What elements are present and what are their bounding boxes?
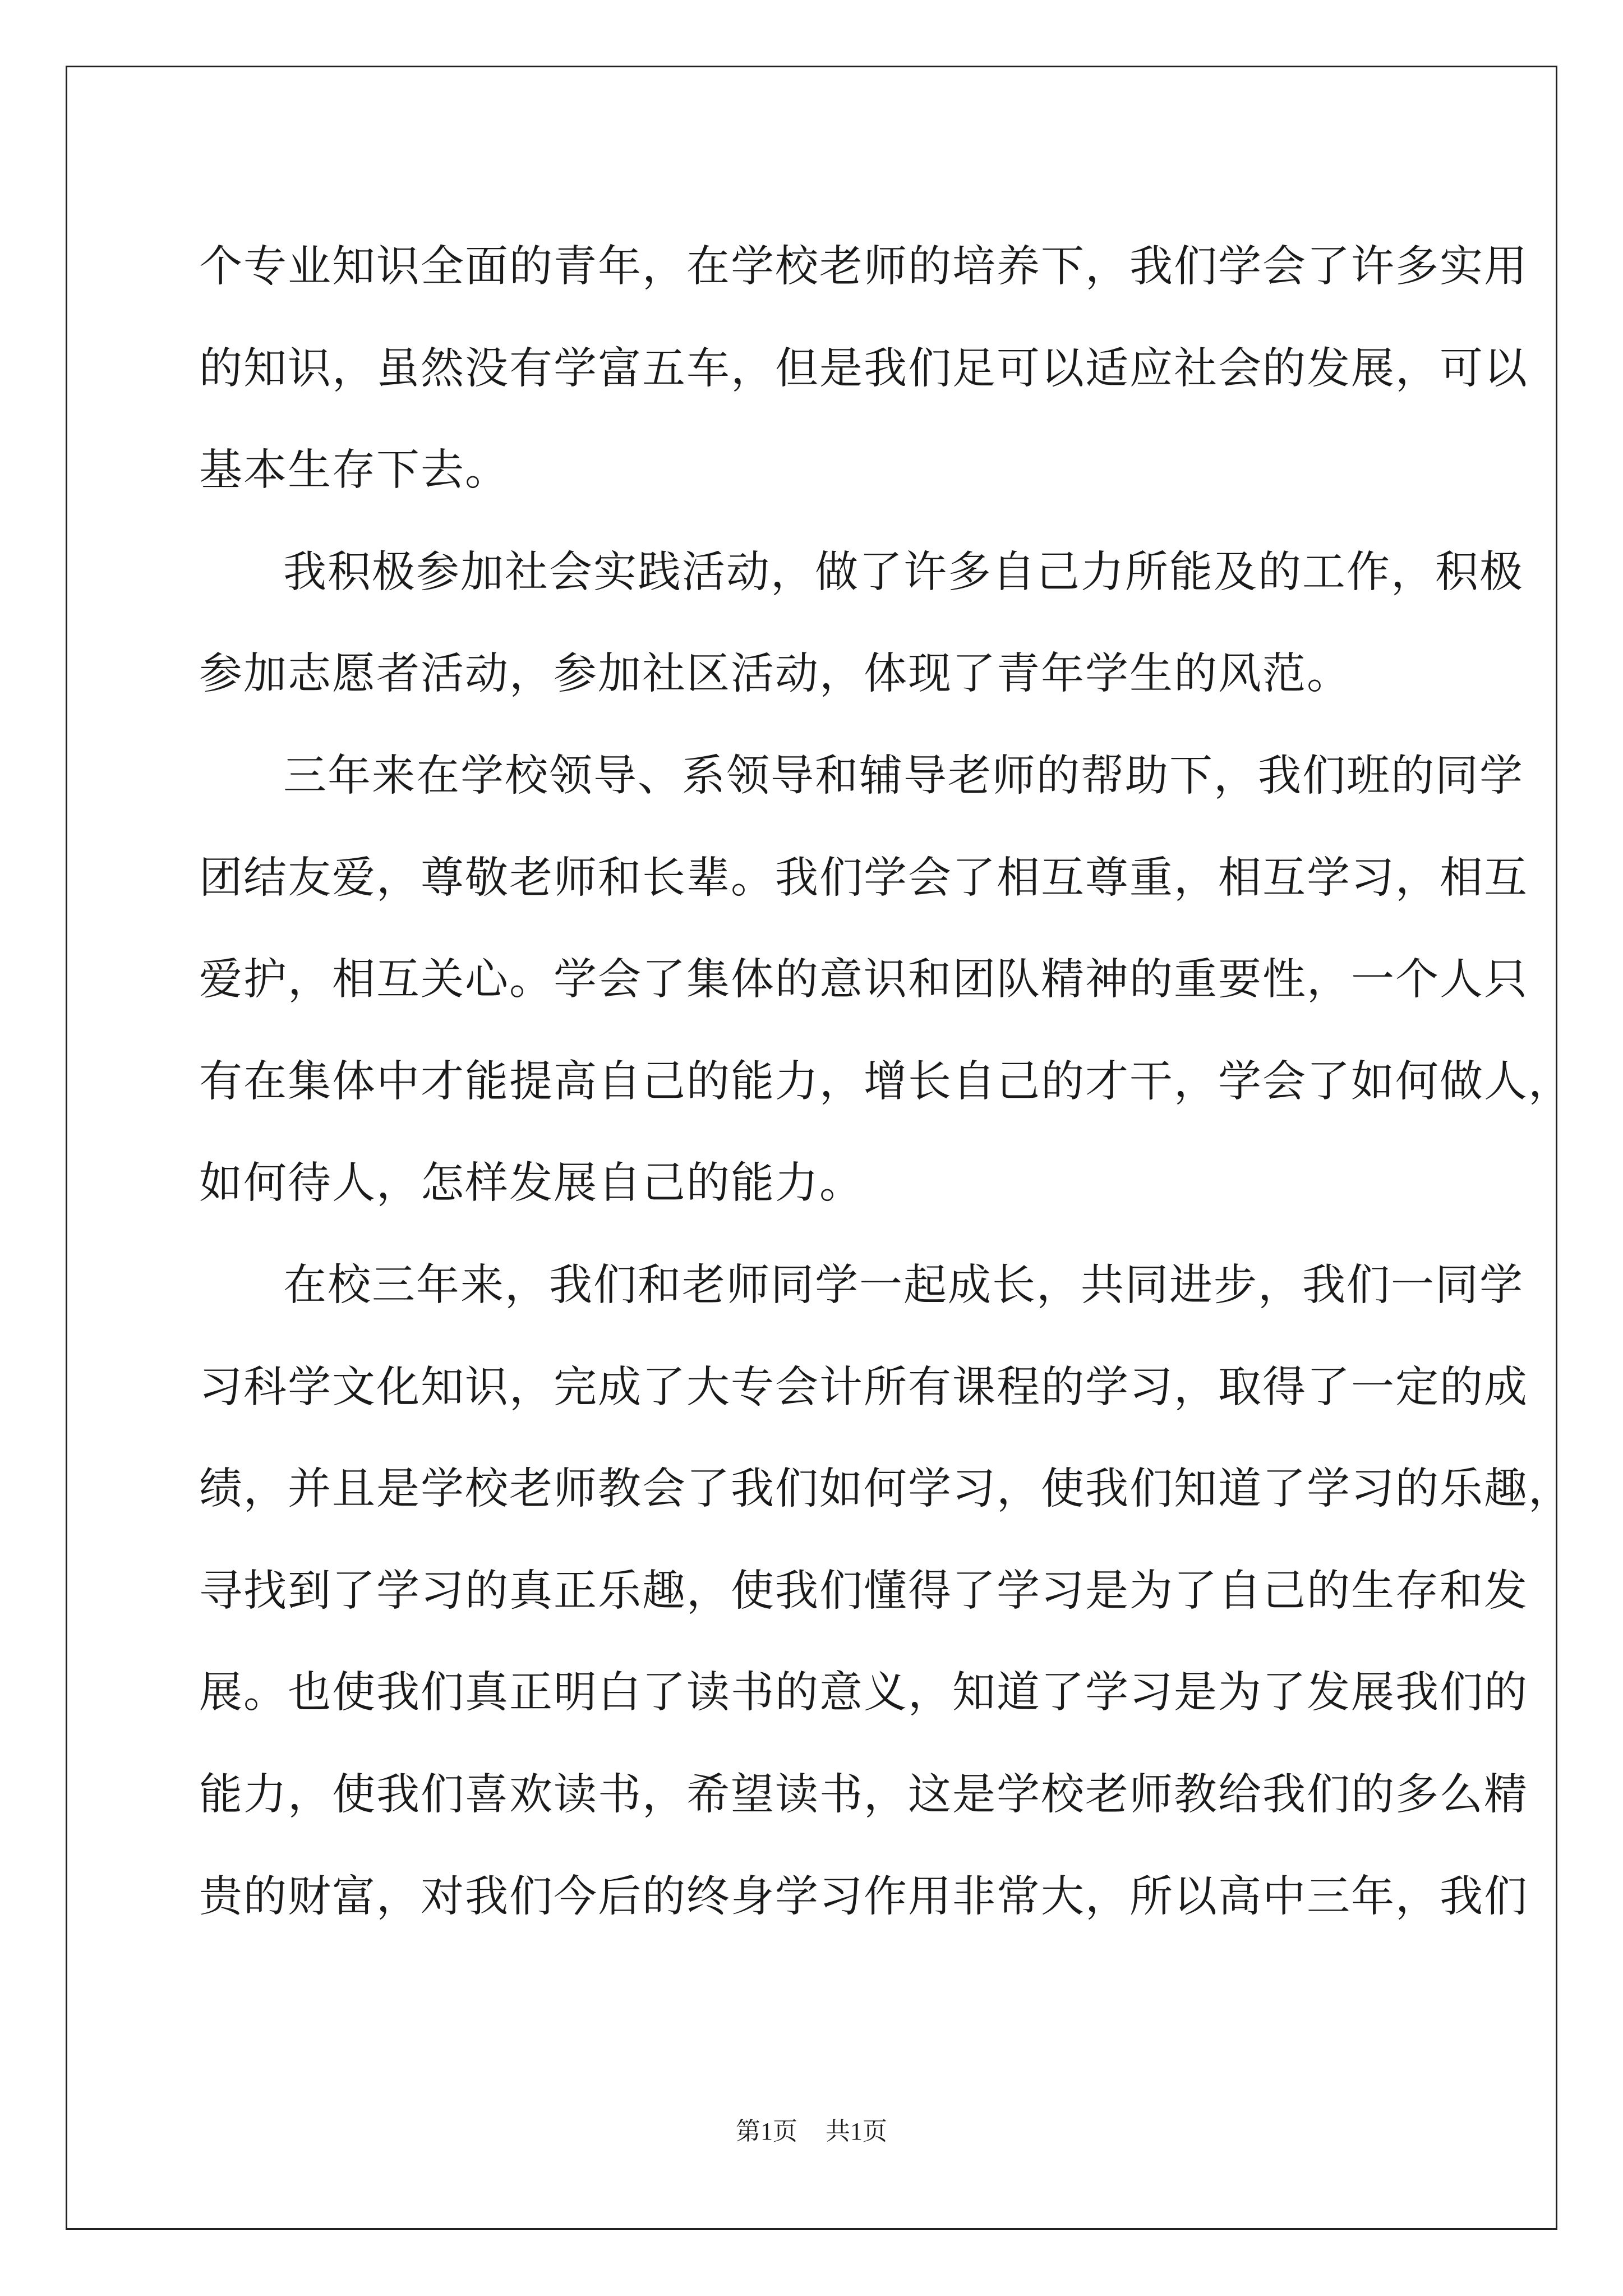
paragraph-first-line: 在校三年来，我们和老师同学一起成长，共同进步，我们一同学 <box>283 1260 1524 1310</box>
text-line: 参加志愿者活动，参加社区活动，体现了青年学生的风范。 <box>199 649 1351 700</box>
paragraph-first-line: 三年来在学校领导、系领导和辅导老师的帮助下，我们班的同学 <box>283 751 1524 801</box>
text-line: 如何待人，怎样发展自己的能力。 <box>199 1158 864 1209</box>
text-line: 习科学文化知识，完成了大专会计所有课程的学习，取得了一定的成 <box>199 1362 1528 1412</box>
page-total: 共1页 <box>826 2118 887 2145</box>
text-line: 爱护，相互关心。学会了集体的意识和团队精神的重要性，一个人只 <box>199 955 1528 1005</box>
page-number: 第1页 <box>736 2118 797 2145</box>
text-line: 能力，使我们喜欢读书，希望读书，这是学校老师教给我们的多么精 <box>199 1769 1528 1820</box>
text-line: 有在集体中才能提高自己的能力，增长自己的才干，学会了如何做人， <box>199 1056 1573 1107</box>
text-line: 基本生存下去。 <box>199 445 509 496</box>
text-line: 寻找到了学习的真正乐趣，使我们懂得了学习是为了自己的生存和发 <box>199 1566 1528 1616</box>
text-line: 展。也使我们真正明白了读书的意义，知道了学习是为了发展我们的 <box>199 1668 1528 1718</box>
text-line: 绩，并且是学校老师教会了我们如何学习，使我们知道了学习的乐趣， <box>199 1464 1573 1515</box>
paragraph-first-line: 我积极参加社会实践活动，做了许多自己力所能及的工作，积极 <box>283 547 1524 597</box>
text-line: 个专业知识全面的青年，在学校老师的培养下，我们学会了许多实用 <box>199 242 1528 292</box>
text-line: 贵的财富，对我们今后的终身学习作用非常大，所以高中三年，我们 <box>199 1871 1528 1922</box>
page-footer <box>0 2115 1623 2148</box>
text-line: 团结友爱，尊敬老师和长辈。我们学会了相互尊重，相互学习，相互 <box>199 853 1528 903</box>
text-line: 的知识，虽然没有学富五车，但是我们足可以适应社会的发展，可以 <box>199 343 1528 394</box>
document-body <box>199 216 1573 1948</box>
